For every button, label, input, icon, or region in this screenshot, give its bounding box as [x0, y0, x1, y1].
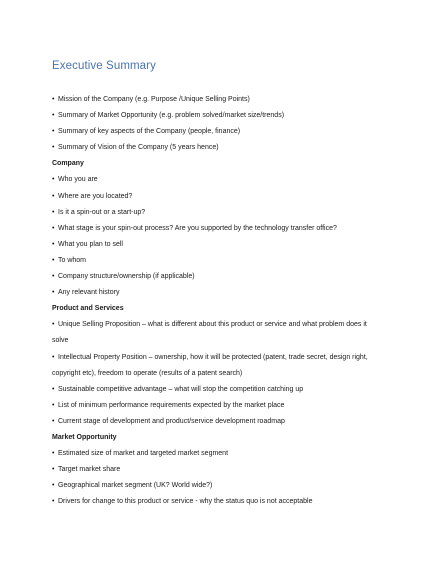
bullet-icon: •	[52, 401, 55, 409]
bullet-icon: •	[52, 289, 55, 297]
bullet-icon: •	[52, 224, 55, 232]
bullet-text: What stage is your spin-out process? Are you supported by the technology transfer office?	[58, 224, 337, 232]
bullet-icon: •	[52, 176, 55, 184]
bullet-item	[52, 221, 402, 237]
bullet-text: Any relevant history	[58, 289, 120, 297]
section-heading: Company	[52, 160, 84, 168]
bullet-text: Unique Selling Proposition – what is different about this product or service and what problem does it	[58, 321, 367, 329]
bullet-icon: •	[52, 417, 55, 425]
bullet-text: Where are you located?	[58, 192, 133, 200]
bullet-item	[52, 398, 402, 414]
bullet-text: What you plan to sell	[58, 240, 123, 248]
continuation-text: solve	[52, 337, 69, 345]
bullet-item	[52, 189, 402, 205]
bullet-text: Estimated size of market and targeted market segment	[58, 450, 229, 458]
bullet-icon: •	[52, 256, 55, 264]
bullet-text: Drivers for change to this product or service - why the status quo is not acceptable	[58, 498, 313, 506]
bullet-item	[52, 414, 402, 430]
bullet-icon: •	[52, 96, 55, 103]
document-body	[52, 92, 402, 510]
bullet-text: Company structure/ownership (if applicable)	[58, 273, 195, 281]
bullet-icon: •	[52, 498, 55, 506]
bullet-item	[52, 269, 402, 285]
bullet-item	[52, 494, 402, 510]
bullet-item	[52, 205, 402, 221]
bullet-text: Mission of the Company (e.g. Purpose /Unique Selling Points)	[58, 96, 250, 103]
bullet-icon: •	[52, 208, 55, 216]
bullet-icon: •	[52, 273, 55, 281]
bullet-icon: •	[52, 482, 55, 490]
bullet-icon: •	[52, 240, 55, 248]
section-heading: Product and Services	[52, 305, 124, 313]
bullet-item	[52, 124, 402, 140]
bullet-icon: •	[52, 466, 55, 474]
bullet-icon: •	[52, 353, 55, 361]
bullet-text: Who you are	[58, 176, 98, 184]
bullet-icon: •	[52, 128, 55, 136]
bullet-item	[52, 350, 402, 366]
bullet-text: Summary of Market Opportunity (e.g. problem solved/market size/trends)	[58, 112, 285, 120]
bullet-icon: •	[52, 144, 55, 152]
bullet-item	[52, 446, 402, 462]
bullet-item	[52, 382, 402, 398]
bullet-icon: •	[52, 192, 55, 200]
bullet-item	[52, 237, 402, 253]
bullet-text: Sustainable competitive advantage – what will stop the competition catching up	[58, 385, 304, 393]
document-title: Executive Summary	[52, 60, 156, 72]
bullet-item	[52, 172, 402, 188]
bullet-item	[52, 478, 402, 494]
bullet-icon: •	[52, 450, 55, 458]
bullet-item	[52, 140, 402, 156]
bullet-text: Intellectual Property Position – ownership, how it will be protected (patent, trade secret, design right,	[58, 353, 368, 361]
bullet-text: Is it a spin-out or a start-up?	[58, 208, 146, 216]
bullet-item	[52, 462, 402, 478]
bullet-item	[52, 253, 402, 269]
section-heading: Market Opportunity	[52, 433, 117, 441]
bullet-icon: •	[52, 112, 55, 120]
bullet-item	[52, 92, 402, 108]
bullet-text: To whom	[58, 256, 87, 264]
bullet-icon: •	[52, 385, 55, 393]
bullet-item	[52, 317, 402, 333]
continuation-text: copyright etc), freedom to operate (results of a patent search)	[52, 369, 243, 377]
bullet-text: Target market share	[58, 466, 121, 474]
bullet-text: Geographical market segment (UK? World wide?)	[58, 482, 213, 490]
bullet-text: Current stage of development and product/service development roadmap	[58, 417, 285, 425]
bullet-item	[52, 108, 402, 124]
bullet-text: Summary of Vision of the Company (5 years hence)	[58, 144, 219, 152]
bullet-text: Summary of key aspects of the Company (people, finance)	[58, 128, 241, 136]
bullet-text: List of minimum performance requirements expected by the market place	[58, 401, 285, 409]
bullet-icon: •	[52, 321, 55, 329]
bullet-item	[52, 285, 402, 301]
